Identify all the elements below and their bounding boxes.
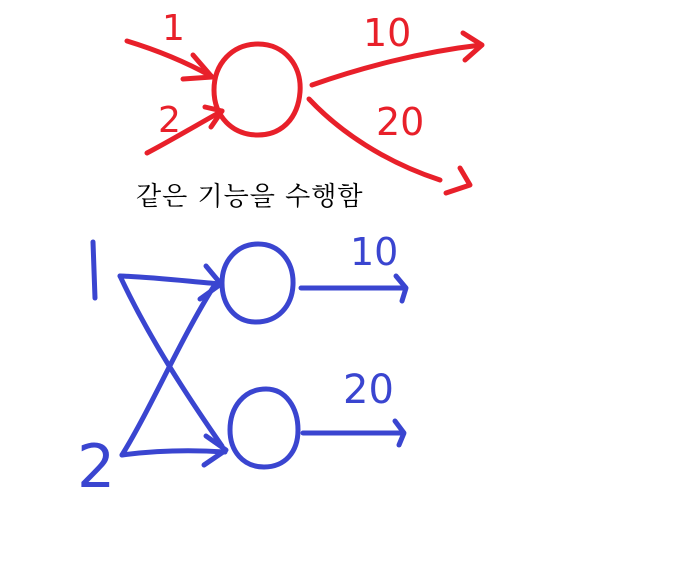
bottom-neuron-circle-2 bbox=[230, 389, 298, 467]
bottom-edge-2-to-neuron-2 bbox=[122, 451, 225, 455]
bottom-input-stroke-1 bbox=[93, 242, 95, 298]
bottom-diagram bbox=[93, 242, 406, 467]
bottom-output-label-10: 10 bbox=[350, 230, 399, 274]
top-input-label-2: 2 bbox=[158, 100, 181, 141]
bottom-output-label-20: 20 bbox=[343, 367, 394, 413]
top-neuron-circle bbox=[214, 44, 300, 135]
top-output-arrowhead-20 bbox=[446, 168, 470, 193]
top-input-label-1: 1 bbox=[162, 8, 185, 49]
caption-text: 같은 기능을 수행함 bbox=[136, 182, 364, 212]
bottom-input-label-2: 2 bbox=[77, 432, 116, 502]
bottom-edge-1-to-neuron-1 bbox=[120, 276, 220, 284]
top-output-label-20: 20 bbox=[376, 100, 425, 144]
bottom-neuron-circle-1 bbox=[222, 244, 293, 322]
top-output-label-10: 10 bbox=[363, 11, 412, 55]
